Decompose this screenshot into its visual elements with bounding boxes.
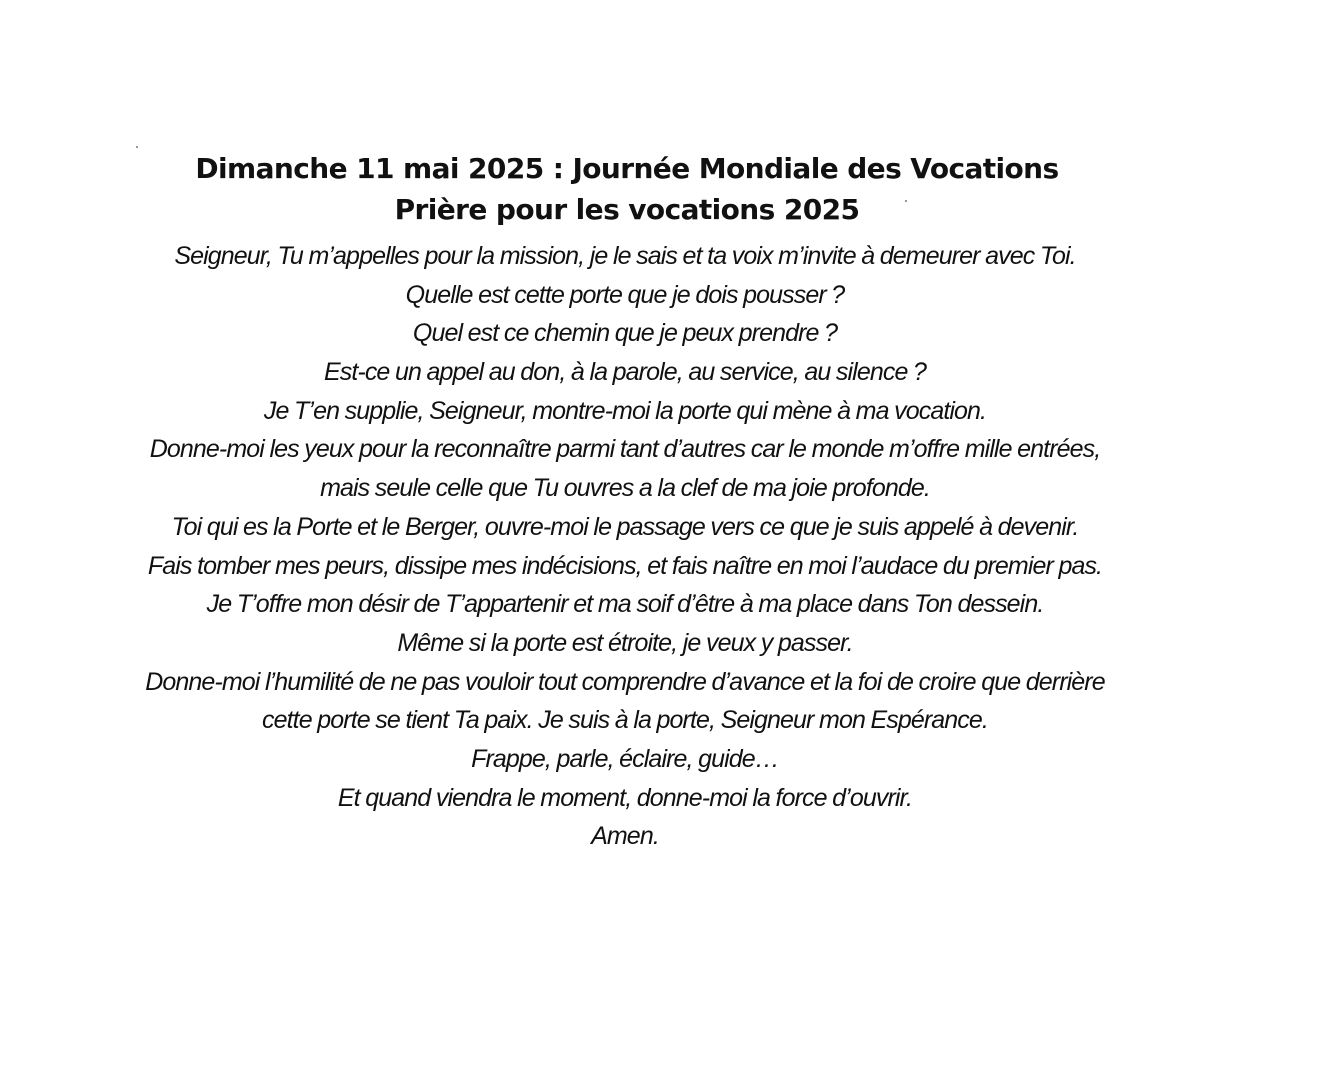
prayer-line: Je T’en supplie, Seigneur, montre-moi la porte qui mène à ma vocation. (263, 396, 987, 425)
prayer-line: Donne-moi les yeux pour la reconnaître parmi tant d’autres car le monde m’offre mille entrées, (149, 435, 1101, 464)
prayer-line: Frappe, parle, éclaire, guide… (471, 744, 779, 773)
scan-speck (136, 146, 138, 148)
prayer-line: Et quand viendra le moment, donne-moi la force d’ouvrir. (337, 783, 913, 812)
prayer-line: Est-ce un appel au don, à la parole, au service, au silence ? (323, 358, 926, 387)
prayer-line: Même si la porte est étroite, je veux y passer. (397, 628, 853, 657)
scan-speck (905, 200, 907, 202)
prayer-line: cette porte se tient Ta paix. Je suis à la porte, Seigneur mon Espérance. (262, 706, 988, 735)
prayer-line: Seigneur, Tu m’appelles pour la mission, je le sais et ta voix m’invite à demeurer avec Toi. (174, 242, 1076, 270)
prayer-line: Quelle est cette porte que je dois pousser ? (405, 280, 845, 309)
prayer-line: Je T’offre mon désir de T’appartenir et ma soif d’être à ma place dans Ton dessein. (206, 590, 1044, 619)
prayer-line: Amen. (591, 822, 659, 851)
document-title: Dimanche 11 mai 2025 : Journée Mondiale des Vocations (195, 152, 1059, 185)
prayer-line: Toi qui es la Porte et le Berger, ouvre-moi le passage vers ce que je suis appelé à devenir. (171, 512, 1079, 541)
prayer-line: Donne-moi l’humilité de ne pas vouloir tout comprendre d’avance et la foi de croire que derrière (145, 667, 1105, 696)
prayer-line: Fais tomber mes peurs, dissipe mes indécisions, et fais naître en moi l’audace du premier pas. (147, 551, 1103, 580)
prayer-line: mais seule celle que Tu ouvres a la clef de ma joie profonde. (320, 474, 930, 503)
prayer-text (0, 237, 1250, 856)
document-subtitle: Prière pour les vocations 2025 (394, 193, 860, 226)
prayer-line: Quel est ce chemin que je peux prendre ? (412, 319, 838, 348)
